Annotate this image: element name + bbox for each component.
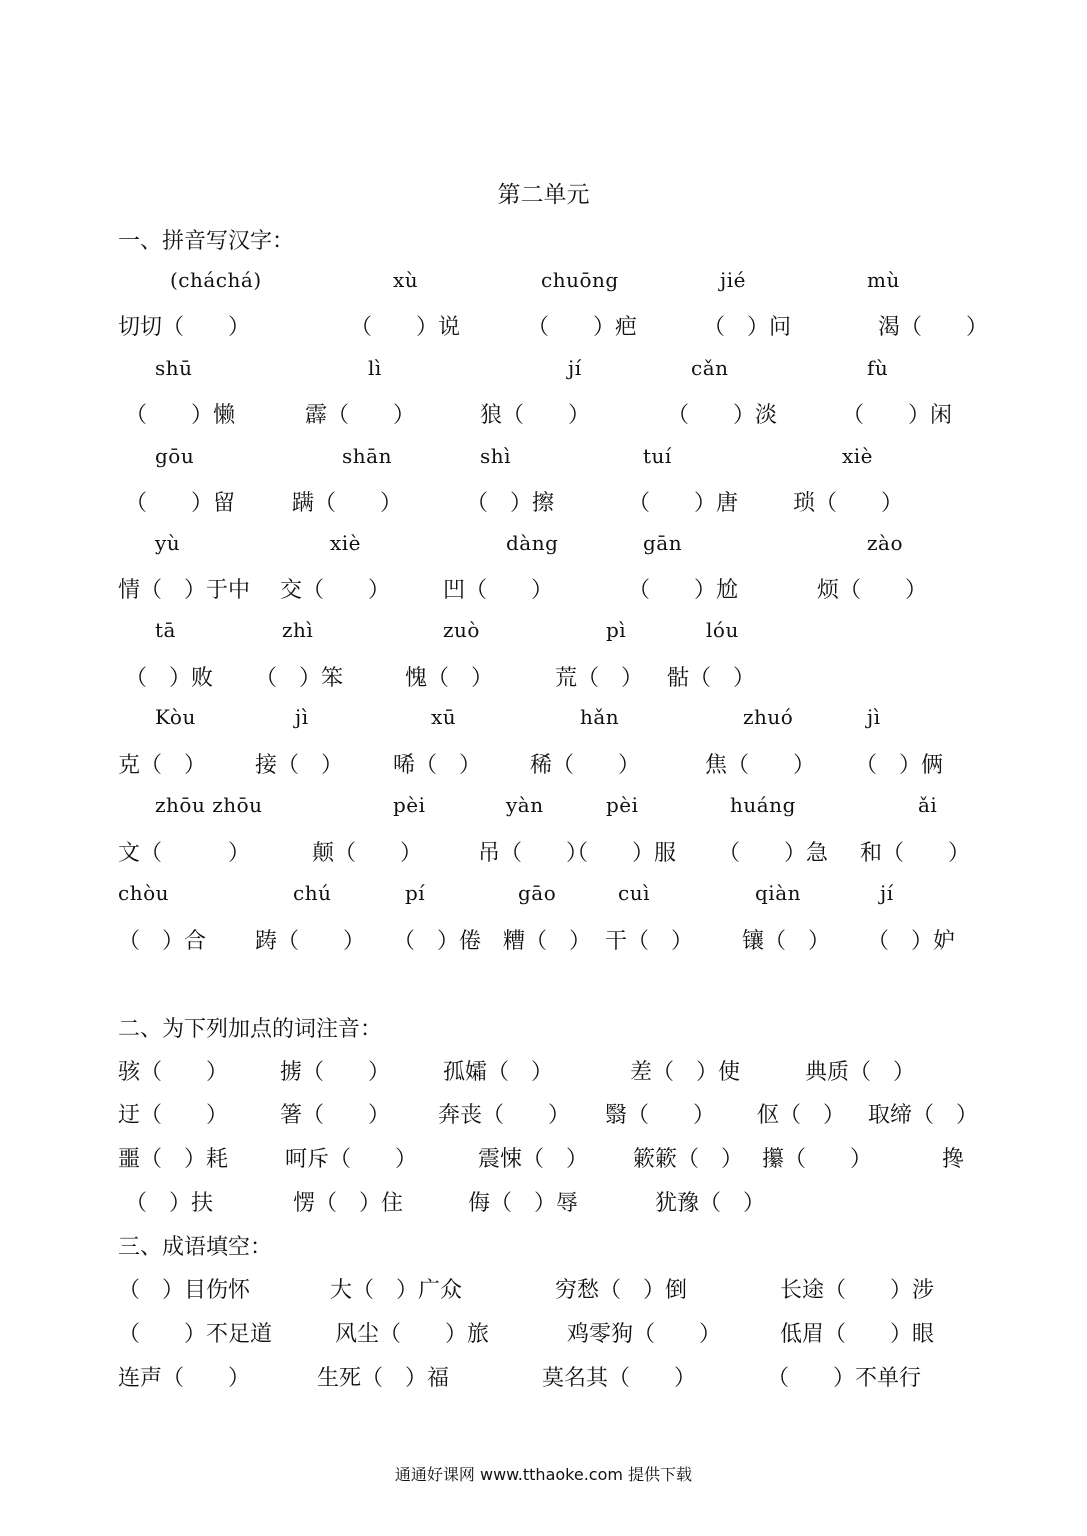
fill-in-blank: （ ）唐 <box>628 491 739 516</box>
fill-in-blank: 交（ ） <box>280 578 391 603</box>
idiom-row <box>0 1361 1087 1393</box>
pinyin-prompt: lóu <box>706 618 739 642</box>
pinyin-prompt: xiè <box>330 531 362 555</box>
pinyin-prompt: lì <box>368 356 382 380</box>
phonetic-blank: 迂（ ） <box>118 1103 229 1128</box>
fill-in-blank: （ ）尬 <box>628 578 739 603</box>
pinyin-prompt: jí <box>568 356 582 380</box>
unit-title: 第二单元 <box>497 182 590 208</box>
phonetic-blank: 愣（ ）住 <box>293 1191 404 1216</box>
pinyin-prompt: fù <box>867 356 889 380</box>
fill-in-blank: 狼（ ） <box>480 403 591 428</box>
fill-in-blank: 琐（ ） <box>793 491 904 516</box>
fill-in-blank: 镶（ ） <box>742 929 831 954</box>
pinyin-prompt: gōu <box>155 444 195 468</box>
fill-in-blank: 稀（ ） <box>530 753 641 778</box>
fill-in-blank: 渴（ ） <box>878 315 989 340</box>
phonetic-blank: 震悚（ ） <box>478 1147 589 1172</box>
fill-in-blank: 焦（ ） <box>705 753 816 778</box>
idiom-blank: （ ）不足道 <box>118 1322 273 1347</box>
pinyin-prompt: (cháchá) <box>170 268 262 292</box>
phonetic-row <box>0 1098 1087 1130</box>
fill-in-blank: （ ）懒 <box>125 403 236 428</box>
fill-in-blank: （ ）问 <box>703 315 792 340</box>
phonetic-blank: 箸（ ） <box>280 1103 391 1128</box>
idiom-blank: 大（ ）广众 <box>330 1278 463 1303</box>
phonetic-blank: 取缔（ ） <box>868 1103 979 1128</box>
idiom-blank: 生死（ ）福 <box>317 1366 450 1391</box>
answer-row <box>0 924 1087 956</box>
pinyin-row <box>0 793 1087 825</box>
fill-in-blank: 蹒（ ） <box>292 491 403 516</box>
fill-in-blank: 凹（ ） <box>443 578 554 603</box>
fill-in-blank: （ ）笨 <box>255 666 344 691</box>
answer-row <box>0 486 1087 518</box>
pinyin-row <box>0 531 1087 563</box>
pinyin-prompt: mù <box>867 268 900 292</box>
section2-heading: 二、为下列加点的词注音： <box>118 1017 383 1042</box>
idiom-blank: 长途（ ）涉 <box>780 1278 935 1303</box>
fill-in-blank: 接（ ） <box>255 753 344 778</box>
pinyin-prompt: zhì <box>282 618 314 642</box>
fill-in-blank: （ ）倦 <box>393 929 482 954</box>
fill-in-blank: （ ）急 <box>718 841 829 866</box>
section3-heading: 三、成语填空： <box>118 1235 273 1260</box>
pinyin-prompt: pì <box>606 618 627 642</box>
pinyin-row <box>0 268 1087 300</box>
idiom-blank: （ ）目伤怀 <box>118 1278 251 1303</box>
fill-in-blank: 干（ ） <box>605 929 694 954</box>
idiom-blank: 莫名其（ ） <box>542 1366 697 1391</box>
pinyin-prompt: tuí <box>643 444 672 468</box>
fill-in-blank: 切切（ ） <box>118 315 251 340</box>
answer-row <box>0 398 1087 430</box>
fill-in-blank: 文（ ） <box>118 841 251 866</box>
fill-in-blank: （ ）擦 <box>466 491 555 516</box>
pinyin-prompt: chòu <box>118 881 170 905</box>
phonetic-blank: （ ）扶 <box>125 1191 214 1216</box>
fill-in-blank: 烦（ ） <box>817 578 928 603</box>
phonetic-blank: 簌簌（ ） <box>633 1147 744 1172</box>
phonetic-blank: 搀 <box>942 1147 965 1172</box>
pinyin-prompt: pèi <box>393 793 426 817</box>
pinyin-prompt: ǎi <box>918 793 938 817</box>
pinyin-prompt: qiàn <box>755 881 802 905</box>
answer-row <box>0 310 1087 342</box>
phonetic-row <box>0 1142 1087 1174</box>
fill-in-blank: （ ）服 <box>566 841 677 866</box>
download-footer: 通通好课网 www.tthaoke.com 提供下载 <box>394 1465 693 1484</box>
phonetic-blank: 呵斥（ ） <box>285 1147 418 1172</box>
phonetic-row <box>0 1186 1087 1218</box>
pinyin-prompt: jì <box>867 705 881 729</box>
fill-in-blank: （ ）败 <box>125 666 214 691</box>
pinyin-prompt: cǎn <box>691 356 729 380</box>
pinyin-prompt: xù <box>393 268 419 292</box>
idiom-blank: （ ）不单行 <box>767 1366 922 1391</box>
fill-in-blank: （ ）合 <box>118 929 207 954</box>
pinyin-prompt: shān <box>342 444 392 468</box>
phonetic-row <box>0 1055 1087 1087</box>
phonetic-blank: 犹豫（ ） <box>655 1191 766 1216</box>
pinyin-prompt: yù <box>155 531 181 555</box>
pinyin-prompt: pí <box>405 881 426 905</box>
fill-in-blank: 糟（ ） <box>503 929 592 954</box>
fill-in-blank: （ ）说 <box>350 315 461 340</box>
pinyin-prompt: pèi <box>606 793 639 817</box>
phonetic-blank: 奔丧（ ） <box>438 1103 571 1128</box>
fill-in-blank: 骷（ ） <box>667 666 756 691</box>
phonetic-blank: 侮（ ）辱 <box>468 1191 579 1216</box>
pinyin-prompt: jié <box>720 268 746 292</box>
pinyin-prompt: zuò <box>443 618 480 642</box>
pinyin-prompt: Kòu <box>155 705 196 729</box>
answer-row <box>0 661 1087 693</box>
phonetic-blank: 典质（ ） <box>805 1060 916 1085</box>
idiom-row <box>0 1273 1087 1305</box>
idiom-blank: 低眉（ ）眼 <box>780 1322 935 1347</box>
fill-in-blank: （ ）闲 <box>842 403 953 428</box>
pinyin-prompt: tā <box>155 618 176 642</box>
pinyin-prompt: jì <box>295 705 309 729</box>
phonetic-blank: 噩（ ）耗 <box>118 1147 229 1172</box>
pinyin-prompt: chuōng <box>541 268 619 292</box>
fill-in-blank: 和（ ） <box>860 841 971 866</box>
idiom-blank: 鸡零狗（ ） <box>567 1322 722 1347</box>
fill-in-blank: 荒（ ） <box>555 666 644 691</box>
pinyin-prompt: chú <box>293 881 332 905</box>
idiom-blank: 穷愁（ ）倒 <box>555 1278 688 1303</box>
phonetic-blank: 骇（ ） <box>118 1060 229 1085</box>
fill-in-blank: 霹（ ） <box>305 403 416 428</box>
pinyin-prompt: zhōu zhōu <box>155 793 263 817</box>
pinyin-row <box>0 444 1087 476</box>
fill-in-blank: （ ）留 <box>125 491 236 516</box>
fill-in-blank: 踌（ ） <box>255 929 366 954</box>
pinyin-prompt: zhuó <box>743 705 794 729</box>
pinyin-prompt: shì <box>480 444 512 468</box>
idiom-blank: 风尘（ ）旅 <box>335 1322 490 1347</box>
pinyin-prompt: shū <box>155 356 193 380</box>
idiom-blank: 连声（ ） <box>118 1366 251 1391</box>
pinyin-prompt: yàn <box>506 793 544 817</box>
pinyin-prompt: xiè <box>842 444 874 468</box>
answer-row <box>0 573 1087 605</box>
phonetic-blank: 掳（ ） <box>280 1060 391 1085</box>
pinyin-prompt: hǎn <box>580 705 620 729</box>
fill-in-blank: （ ）疤 <box>527 315 638 340</box>
phonetic-blank: 攥（ ） <box>762 1147 873 1172</box>
section1-heading: 一、拼音写汉字： <box>118 229 295 254</box>
pinyin-prompt: dàng <box>506 531 559 555</box>
phonetic-blank: 伛（ ） <box>757 1103 846 1128</box>
pinyin-prompt: gāo <box>518 881 557 905</box>
pinyin-row <box>0 618 1087 650</box>
fill-in-blank: 颠（ ） <box>312 841 423 866</box>
fill-in-blank: 情（ ）于中 <box>118 578 251 603</box>
fill-in-blank: 唏（ ） <box>393 753 482 778</box>
pinyin-prompt: gān <box>643 531 683 555</box>
fill-in-blank: （ ）俩 <box>855 753 944 778</box>
phonetic-blank: 差（ ）使 <box>630 1060 741 1085</box>
fill-in-blank: 克（ ） <box>118 753 207 778</box>
phonetic-blank: 孤孀（ ） <box>443 1060 554 1085</box>
pinyin-prompt: cuì <box>618 881 650 905</box>
answer-row <box>0 748 1087 780</box>
pinyin-prompt: jí <box>880 881 894 905</box>
fill-in-blank: 吊（ ） <box>478 841 589 866</box>
phonetic-blank: 翳（ ） <box>605 1103 716 1128</box>
pinyin-row <box>0 356 1087 388</box>
idiom-row <box>0 1317 1087 1349</box>
pinyin-prompt: xū <box>431 705 457 729</box>
pinyin-prompt: huáng <box>730 793 796 817</box>
fill-in-blank: （ ）淡 <box>667 403 778 428</box>
fill-in-blank: （ ）妒 <box>867 929 956 954</box>
fill-in-blank: 愧（ ） <box>405 666 494 691</box>
pinyin-row <box>0 705 1087 737</box>
answer-row <box>0 836 1087 868</box>
pinyin-row <box>0 881 1087 913</box>
pinyin-prompt: zào <box>867 531 904 555</box>
